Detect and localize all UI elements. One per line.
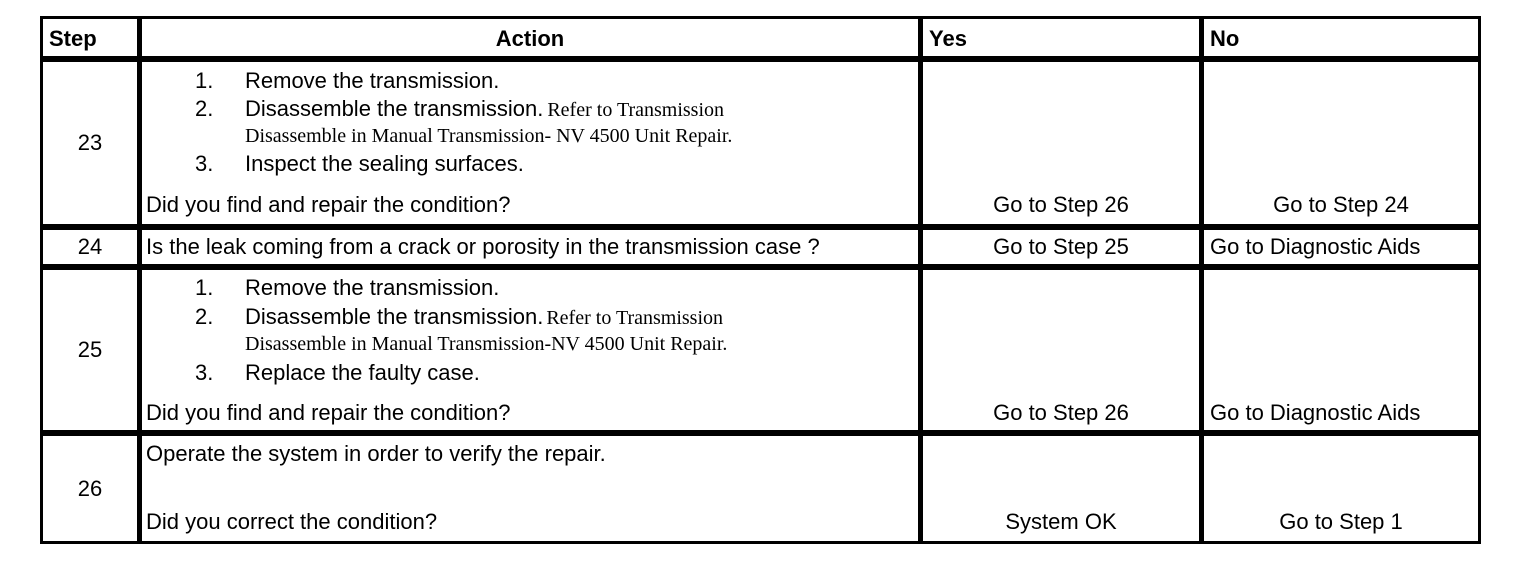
instruction-text: Operate the system in order to verify the repair.: [146, 441, 606, 466]
action-cell: [142, 62, 918, 224]
no-result: Go to Step 1: [1279, 509, 1403, 534]
item-text: [245, 96, 724, 123]
yes-result: Go to Step 26: [993, 400, 1129, 425]
question-text: Did you find and repair the condition?: [146, 400, 511, 425]
item-number: 2.: [195, 304, 214, 329]
step-24: 24: [77, 234, 103, 259]
item-text: Remove the transmission.: [245, 68, 500, 93]
yes-cell: [923, 436, 1199, 541]
yes-result: Go to Step 26: [993, 192, 1129, 217]
item-text: Remove the transmission.: [245, 275, 500, 300]
action-cell: [142, 436, 918, 541]
step-26: 26: [77, 475, 103, 501]
step-25: 25: [77, 337, 103, 362]
reference-text: Refer to Transmission: [546, 307, 724, 329]
no-cell: [1204, 62, 1478, 224]
item-number: 1.: [195, 68, 214, 93]
no-cell: [1204, 230, 1478, 264]
item-text-main: Disassemble the transmission.: [245, 304, 544, 329]
item-text: [245, 304, 723, 331]
yes-cell: [923, 62, 1199, 224]
no-cell: [1204, 436, 1478, 541]
question-text: Did you find and repair the condition?: [146, 192, 511, 217]
header-action: Action: [142, 19, 918, 56]
header-yes: Yes: [923, 19, 1199, 56]
step-number: [43, 62, 137, 224]
no-cell: [1204, 270, 1478, 430]
reference-text: Refer to Transmission: [547, 99, 725, 121]
no-result: Go to Diagnostic Aids: [1210, 234, 1421, 259]
item-number: 2.: [195, 96, 214, 121]
item-text-main: Disassemble the transmission.: [245, 96, 544, 121]
action-cell: [142, 270, 918, 430]
item-number: 3.: [195, 360, 214, 385]
yes-result: Go to Step 25: [993, 234, 1129, 259]
step-number: [43, 270, 137, 430]
item-text: Inspect the sealing surfaces.: [245, 151, 524, 176]
question-text: Did you correct the condition?: [146, 509, 438, 534]
action-cell: [142, 230, 918, 264]
diagnostic-table: [40, 16, 1481, 544]
yes-cell: [923, 230, 1199, 264]
yes-result: System OK: [1005, 509, 1117, 534]
header-no: No: [1204, 19, 1478, 56]
step-number: [43, 436, 137, 541]
no-result: Go to Step 24: [1273, 192, 1409, 217]
question-text: Is the leak coming from a crack or porosity in the transmission case ?: [146, 234, 820, 259]
item-number: 3.: [195, 151, 214, 176]
yes-cell: [923, 270, 1199, 430]
step-23: 23: [77, 130, 103, 155]
header-step: Step: [43, 19, 137, 56]
item-text: Replace the faulty case.: [245, 360, 480, 385]
reference-text-continued: Disassemble in Manual Transmission-NV 4500 Unit Repair.: [245, 333, 728, 355]
item-number: 1.: [195, 275, 214, 300]
no-result: Go to Diagnostic Aids: [1210, 400, 1421, 425]
reference-text-continued: Disassemble in Manual Transmission- NV 4500 Unit Repair.: [245, 125, 733, 147]
step-number: [43, 230, 137, 264]
